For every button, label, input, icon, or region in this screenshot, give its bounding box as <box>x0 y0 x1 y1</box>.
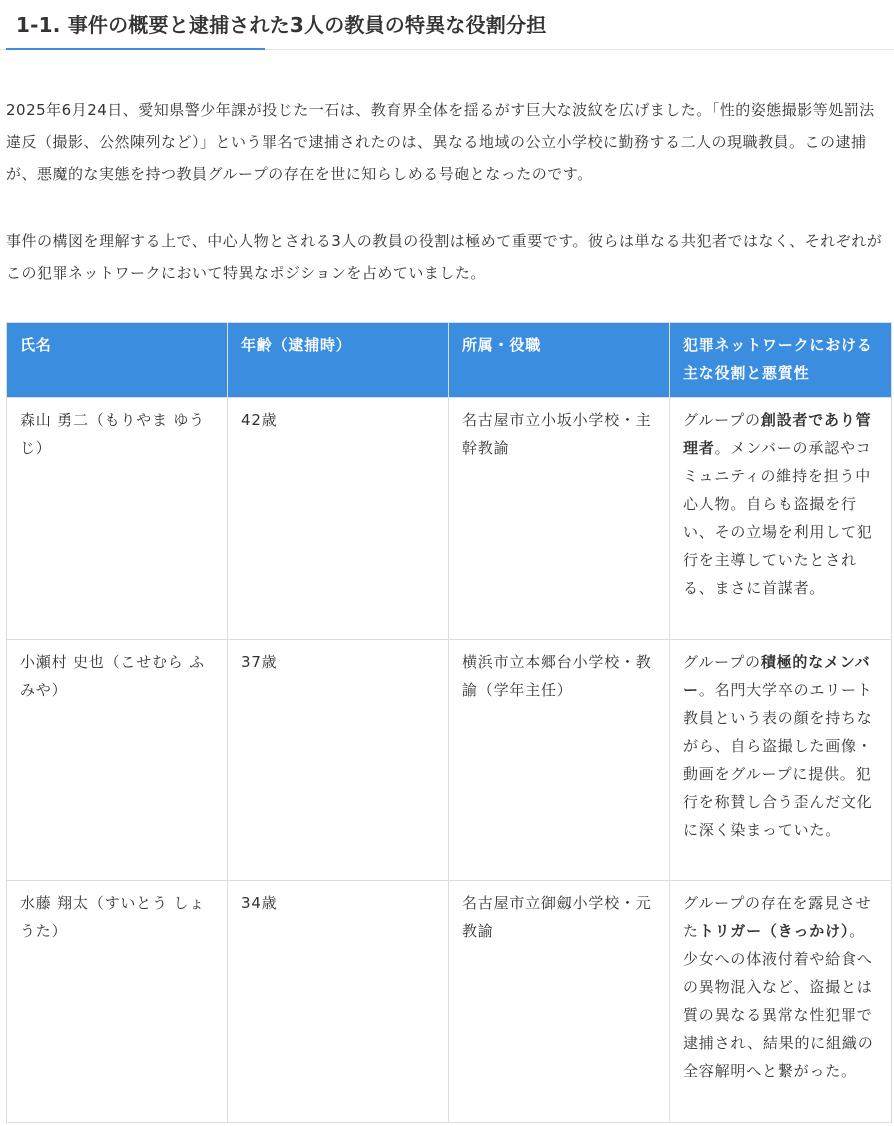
role-text-emphasis: 創設者であり管理者 <box>683 411 872 457</box>
cell-affiliation: 横浜市立本郷台小学校・教諭（学年主任） <box>449 640 670 881</box>
role-text-post: 。名門大学卒のエリート教員という表の顔を持ちながら、自ら盗撮した画像・動画をグループに提供。犯行を称賛し合う歪んだ文化に深く染まっていた。 <box>683 681 873 839</box>
cell-age: 42歳 <box>228 398 449 640</box>
header-role: 犯罪ネットワークにおける主な役割と悪質性 <box>670 323 892 398</box>
cell-affiliation: 名古屋市立小坂小学校・主幹教諭 <box>449 398 670 640</box>
role-text-pre: グループの <box>683 411 761 429</box>
header-name: 氏名 <box>7 323 228 398</box>
section-heading: 1-1. 事件の概要と逮捕された3人の教員の特異な役割分担 <box>16 13 547 37</box>
table-row <box>7 640 892 881</box>
section-heading-bar <box>0 0 894 50</box>
header-affiliation: 所属・役職 <box>449 323 670 398</box>
cell-role <box>670 640 892 881</box>
roles-table <box>6 322 892 1123</box>
role-text-pre: グループの <box>683 653 761 671</box>
table-row <box>7 881 892 1123</box>
header-age: 年齢（逮捕時） <box>228 323 449 398</box>
role-text-post: 。少女への体液付着や給食への異物混入など、盗撮とは質の異なる異常な性犯罪で逮捕され、結果的に組織の全容解明へと繋がった。 <box>683 922 874 1080</box>
cell-role <box>670 398 892 640</box>
role-text-emphasis: トリガー（きっかけ） <box>698 922 850 940</box>
cell-name: 小瀬村 史也（こせむら ふみや） <box>7 640 228 881</box>
role-text-emphasis: 積極的なメンバー <box>683 653 871 699</box>
heading-underline-accent <box>6 48 265 50</box>
cell-age: 37歳 <box>228 640 449 881</box>
role-text-pre: グループの存在を露見させた <box>683 894 872 940</box>
cell-name: 森山 勇二（もりやま ゆうじ） <box>7 398 228 640</box>
context-paragraph: 事件の構図を理解する上で、中心人物とされる3人の教員の役割は極めて重要です。彼らは単なる共犯者ではなく、それぞれがこの犯罪ネットワークにおいて特異なポジションを占めていました。 <box>6 232 883 282</box>
intro-paragraph: 2025年6月24日、愛知県警少年課が投じた一石は、教育界全体を揺るがす巨大な波紋を広げました。「性的姿態撮影等処罰法違反（撮影、公然陳列など）」という罪名で逮捕されたのは、異なる地域の公立小学校に勤務する二人の現職教員。この逮捕が、悪魔的な実態を持つ教員グループの存在を世に知らしめる号砲となったのです。 <box>6 101 875 183</box>
table-row <box>7 398 892 640</box>
cell-role <box>670 881 892 1123</box>
table-header-row <box>7 323 892 398</box>
role-text-post: 。メンバーの承認やコミュニティの維持を担う中心人物。自らも盗撮を行い、その立場を利用して犯行を主導していたとされる、まさに首謀者。 <box>683 439 873 597</box>
cell-name: 水藤 翔太（すいとう しょうた） <box>7 881 228 1123</box>
cell-affiliation: 名古屋市立御劔小学校・元教諭 <box>449 881 670 1123</box>
cell-age: 34歳 <box>228 881 449 1123</box>
